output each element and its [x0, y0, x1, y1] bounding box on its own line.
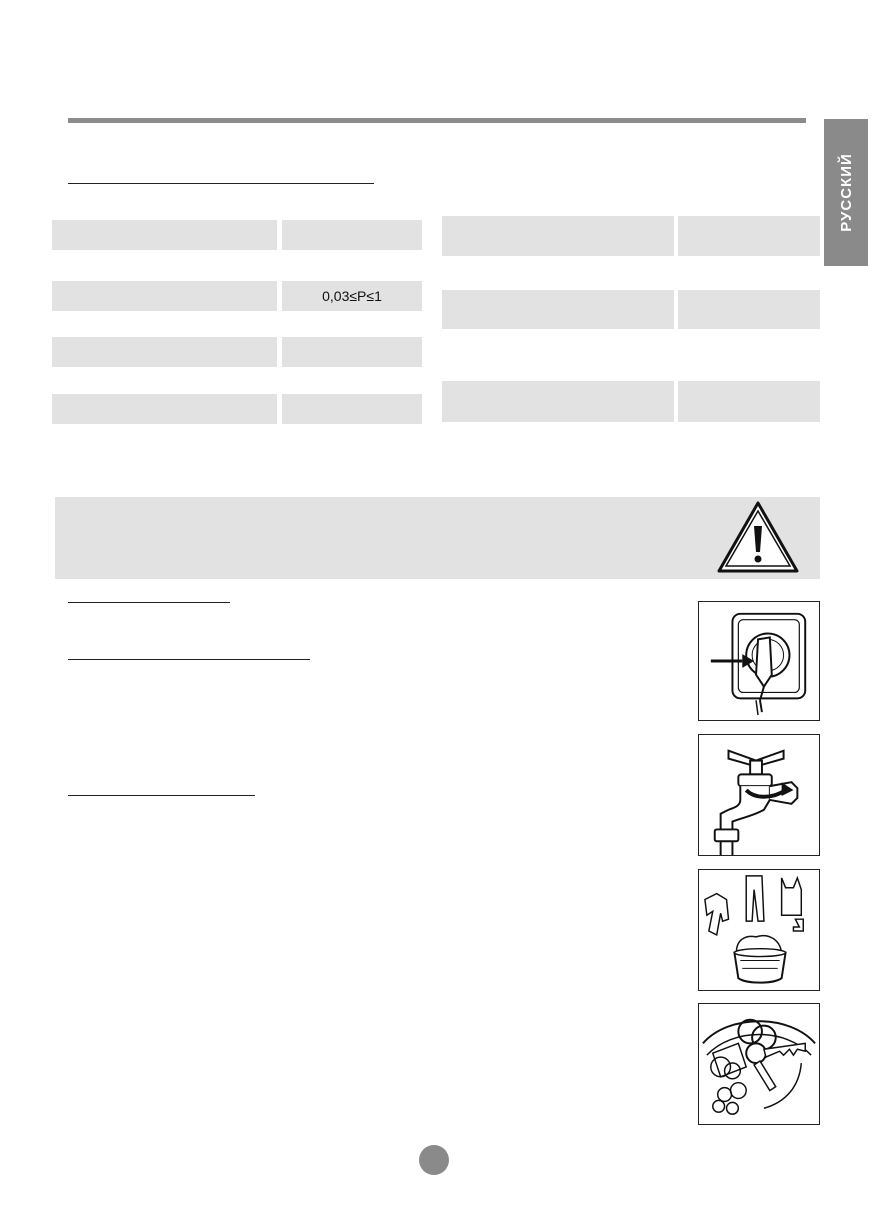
spec-left-label-4	[52, 394, 277, 424]
spec-left-label-2	[52, 281, 277, 311]
spec-right-label-2	[442, 290, 674, 329]
spec-left-value-1	[282, 220, 422, 250]
warning-triangle-icon	[716, 500, 800, 574]
power-plug-socket-icon	[698, 601, 820, 721]
spec-right-label-3	[442, 381, 674, 422]
spec-right-value-2	[678, 290, 820, 329]
subheading-underline-2	[68, 659, 310, 660]
water-tap-icon	[698, 734, 820, 856]
spec-left-value-3	[282, 337, 422, 367]
language-tab	[824, 119, 868, 266]
subheading-underline-3	[68, 795, 255, 796]
spec-right-value-3	[678, 381, 820, 422]
spec-left-label-1	[52, 220, 277, 250]
spec-left-value-2: 0,03≤P≤1	[282, 281, 422, 311]
page-number-badge	[419, 1145, 449, 1175]
subheading-underline-1	[68, 602, 230, 603]
spec-left-value-4	[282, 394, 422, 424]
language-label: РУССКИЙ	[837, 153, 855, 232]
header-rule	[68, 118, 806, 123]
keys-coins-drum-icon	[698, 1003, 820, 1125]
warning-box	[55, 497, 820, 579]
spec-left-label-3	[52, 337, 277, 367]
section-heading-underline	[68, 183, 374, 184]
spec-right-label-1	[442, 216, 674, 256]
laundry-basket-icon	[698, 869, 820, 991]
spec-right-value-1	[678, 216, 820, 256]
